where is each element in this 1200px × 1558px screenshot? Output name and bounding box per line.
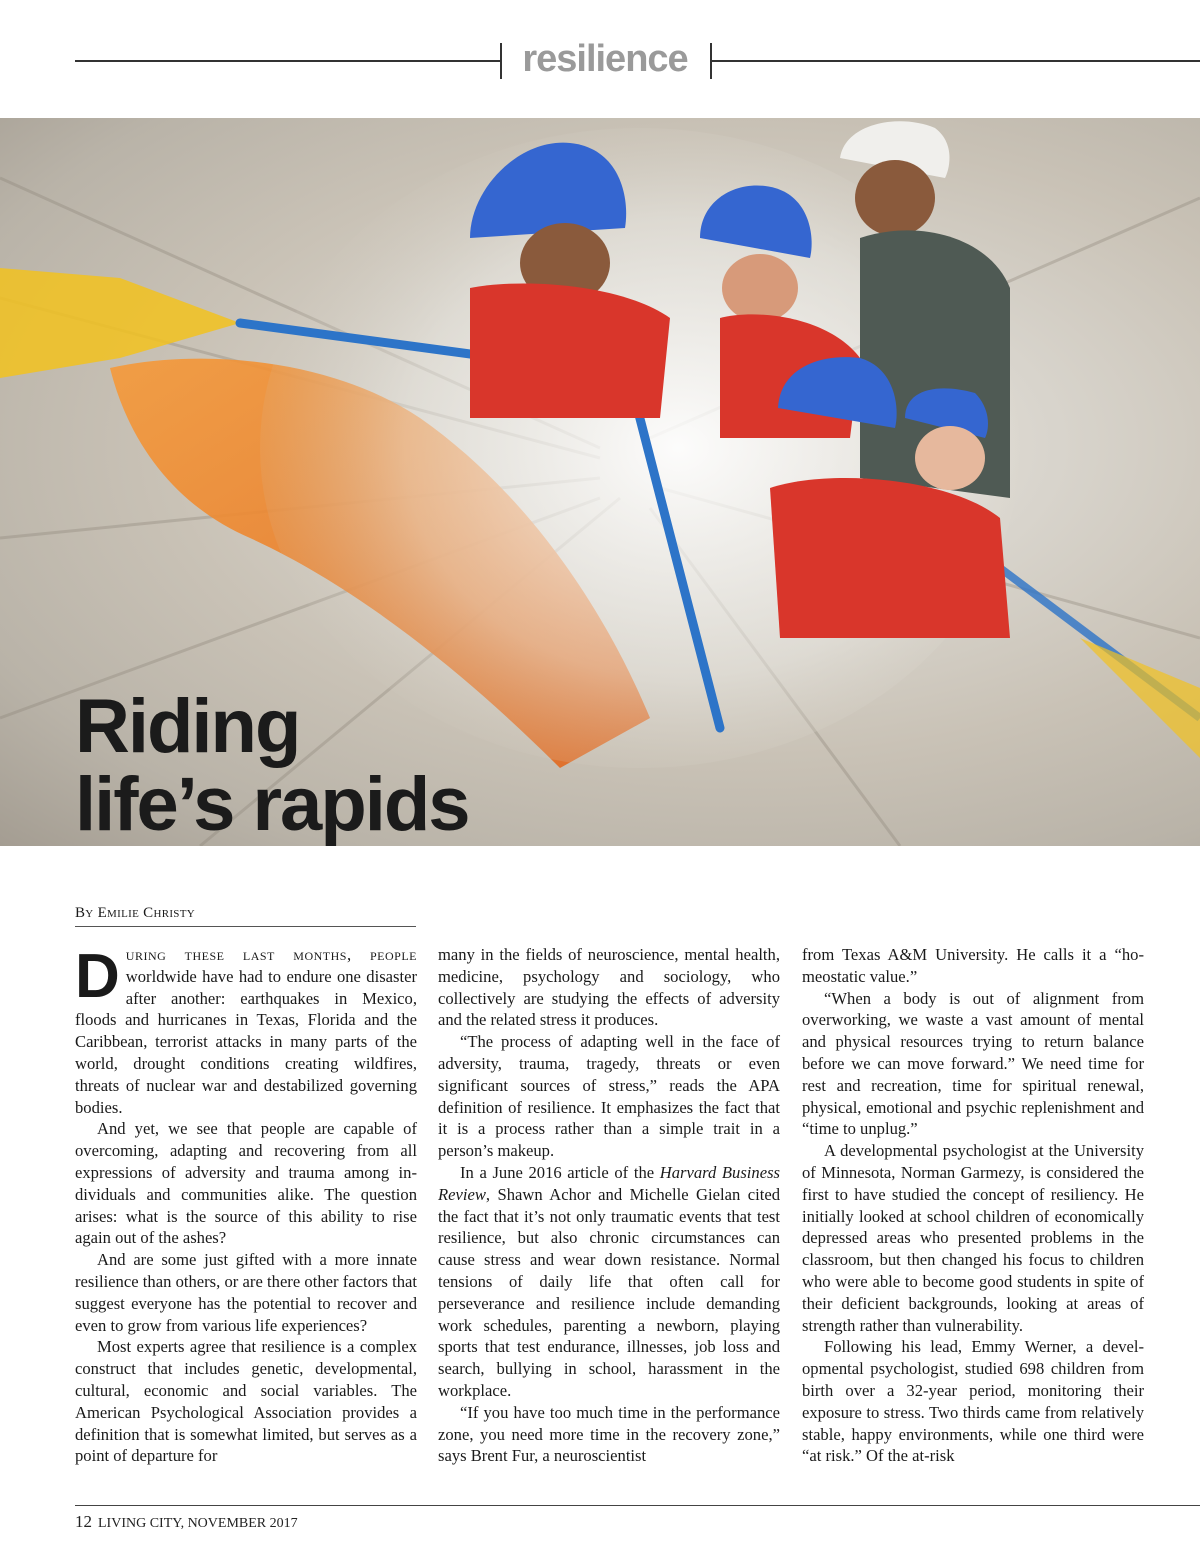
paragraph-text: , Shawn Achor and Michelle Gielan cited the fact that it’s not only traumatic events that test resilience, but also chronic circumstances can cause stress and wear down resistance. Normal tensions of daily life that often call for perseverance and resilience include demanding work schedules, parenting a newborn, playing sports that test endurance, illnesses, job loss and search, bullying in school, harassment in the workplace. <box>438 1184 780 1400</box>
paragraph: many in the fields of neuroscience, mental health, medicine, psychology and sociology, who collectively are studying the effects of adversity and the related stress it produces. <box>438 945 780 1030</box>
header-rule-right <box>712 60 1200 62</box>
paragraph: “When a body is out of alignment from overworking, we waste a vast amount of mental and physical resources trying to return balance before we can move forward.” We need time for rest and recreation, time for spiritual renewal, physical, emotional and psychic replenishment and “time to unplug.” <box>802 988 1144 1139</box>
column-2 <box>438 944 780 1467</box>
header-tick-left <box>500 43 502 79</box>
paragraph: Following his lead, Emmy Werner, a developmental psychologist, studied 698 children from birth over a 32-year period, monitoring their exposure to stress. Two thirds came from relatively stable, happy environments, while one third were “at risk.” Of the at-risk <box>802 1337 1144 1466</box>
byline: By Emilie Christy <box>75 905 416 927</box>
paragraph <box>75 944 417 1118</box>
publication-info: LIVING CITY, NOVEMBER 2017 <box>98 1516 298 1531</box>
lead-in: uring these last months, people <box>125 945 417 964</box>
column-1 <box>75 944 417 1467</box>
headline-line-2: life’s rapids <box>75 762 469 846</box>
section-header <box>0 38 1200 88</box>
paragraph: from Texas A&M University. He calls it a “homeostatic value.” <box>802 945 1144 986</box>
paragraph <box>438 1162 780 1402</box>
paragraph: “If you have too much time in the performance zone, you need more time in the recovery zone,” says Brent Fur, a neuroscientist <box>438 1402 780 1466</box>
header-rule-left <box>75 60 500 62</box>
section-title: resilience <box>522 38 688 80</box>
page-footer <box>75 1512 298 1532</box>
hero-photo <box>0 118 1200 846</box>
column-3 <box>802 944 1144 1467</box>
paragraph-text: In a June 2016 article of the <box>460 1162 660 1182</box>
paragraph: “The process of adapting well in the face of adversity, trauma, tragedy, threats or even significant sources of stress,” reads the APA definition of resilience. It emphasizes the fact that it is a process rather than a simple trait in a person’s makeup. <box>438 1032 780 1161</box>
paragraph-text: worldwide have had to endure one disaster after another: earthquakes in Mexico, floods and hurricanes in Texas, Florida and the Caribbean, terrorist attacks in many parts of the world, drought conditions creating wildfires, threats of nuclear war and destabilized governing bodies. <box>75 966 417 1117</box>
headline <box>75 684 469 846</box>
headline-line-1: Riding <box>75 684 300 769</box>
paragraph: And yet, we see that people are capable of overcoming, adapting and recovering from all expressions of adversity and trauma among individuals and communities alike. The question arises: what is the source of this ability to rise again out of the ashes? <box>75 1119 417 1248</box>
paragraph: Most experts agree that resilience is a complex construct that includes genetic, developmental, cultural, economic and social variables. The American Psychological Association provides a definition that is somewhat limited, but serves as a point of departure for <box>75 1337 417 1466</box>
paragraph: And are some just gifted with a more innate resilience than others, or are there other factors that suggest everyone has the potential to recover and even to grow from various life experiences? <box>75 1250 417 1335</box>
page-number: 12 <box>75 1512 92 1531</box>
paragraph: A developmental psychologist at the University of Minnesota, Norman Garmezy, is considered the first to have studied the concept of resiliency. He initially looked at school children of economically depressed areas who presented problems in the classroom, but then changed his focus to children who were able to become good students in spite of their deficient backgrounds, looking at areas of strength rather than vulnerability. <box>802 1141 1144 1335</box>
drop-cap: D <box>75 942 120 1011</box>
footer-rule <box>75 1505 1200 1506</box>
publication-title: Harvard Business Review <box>438 1162 780 1204</box>
